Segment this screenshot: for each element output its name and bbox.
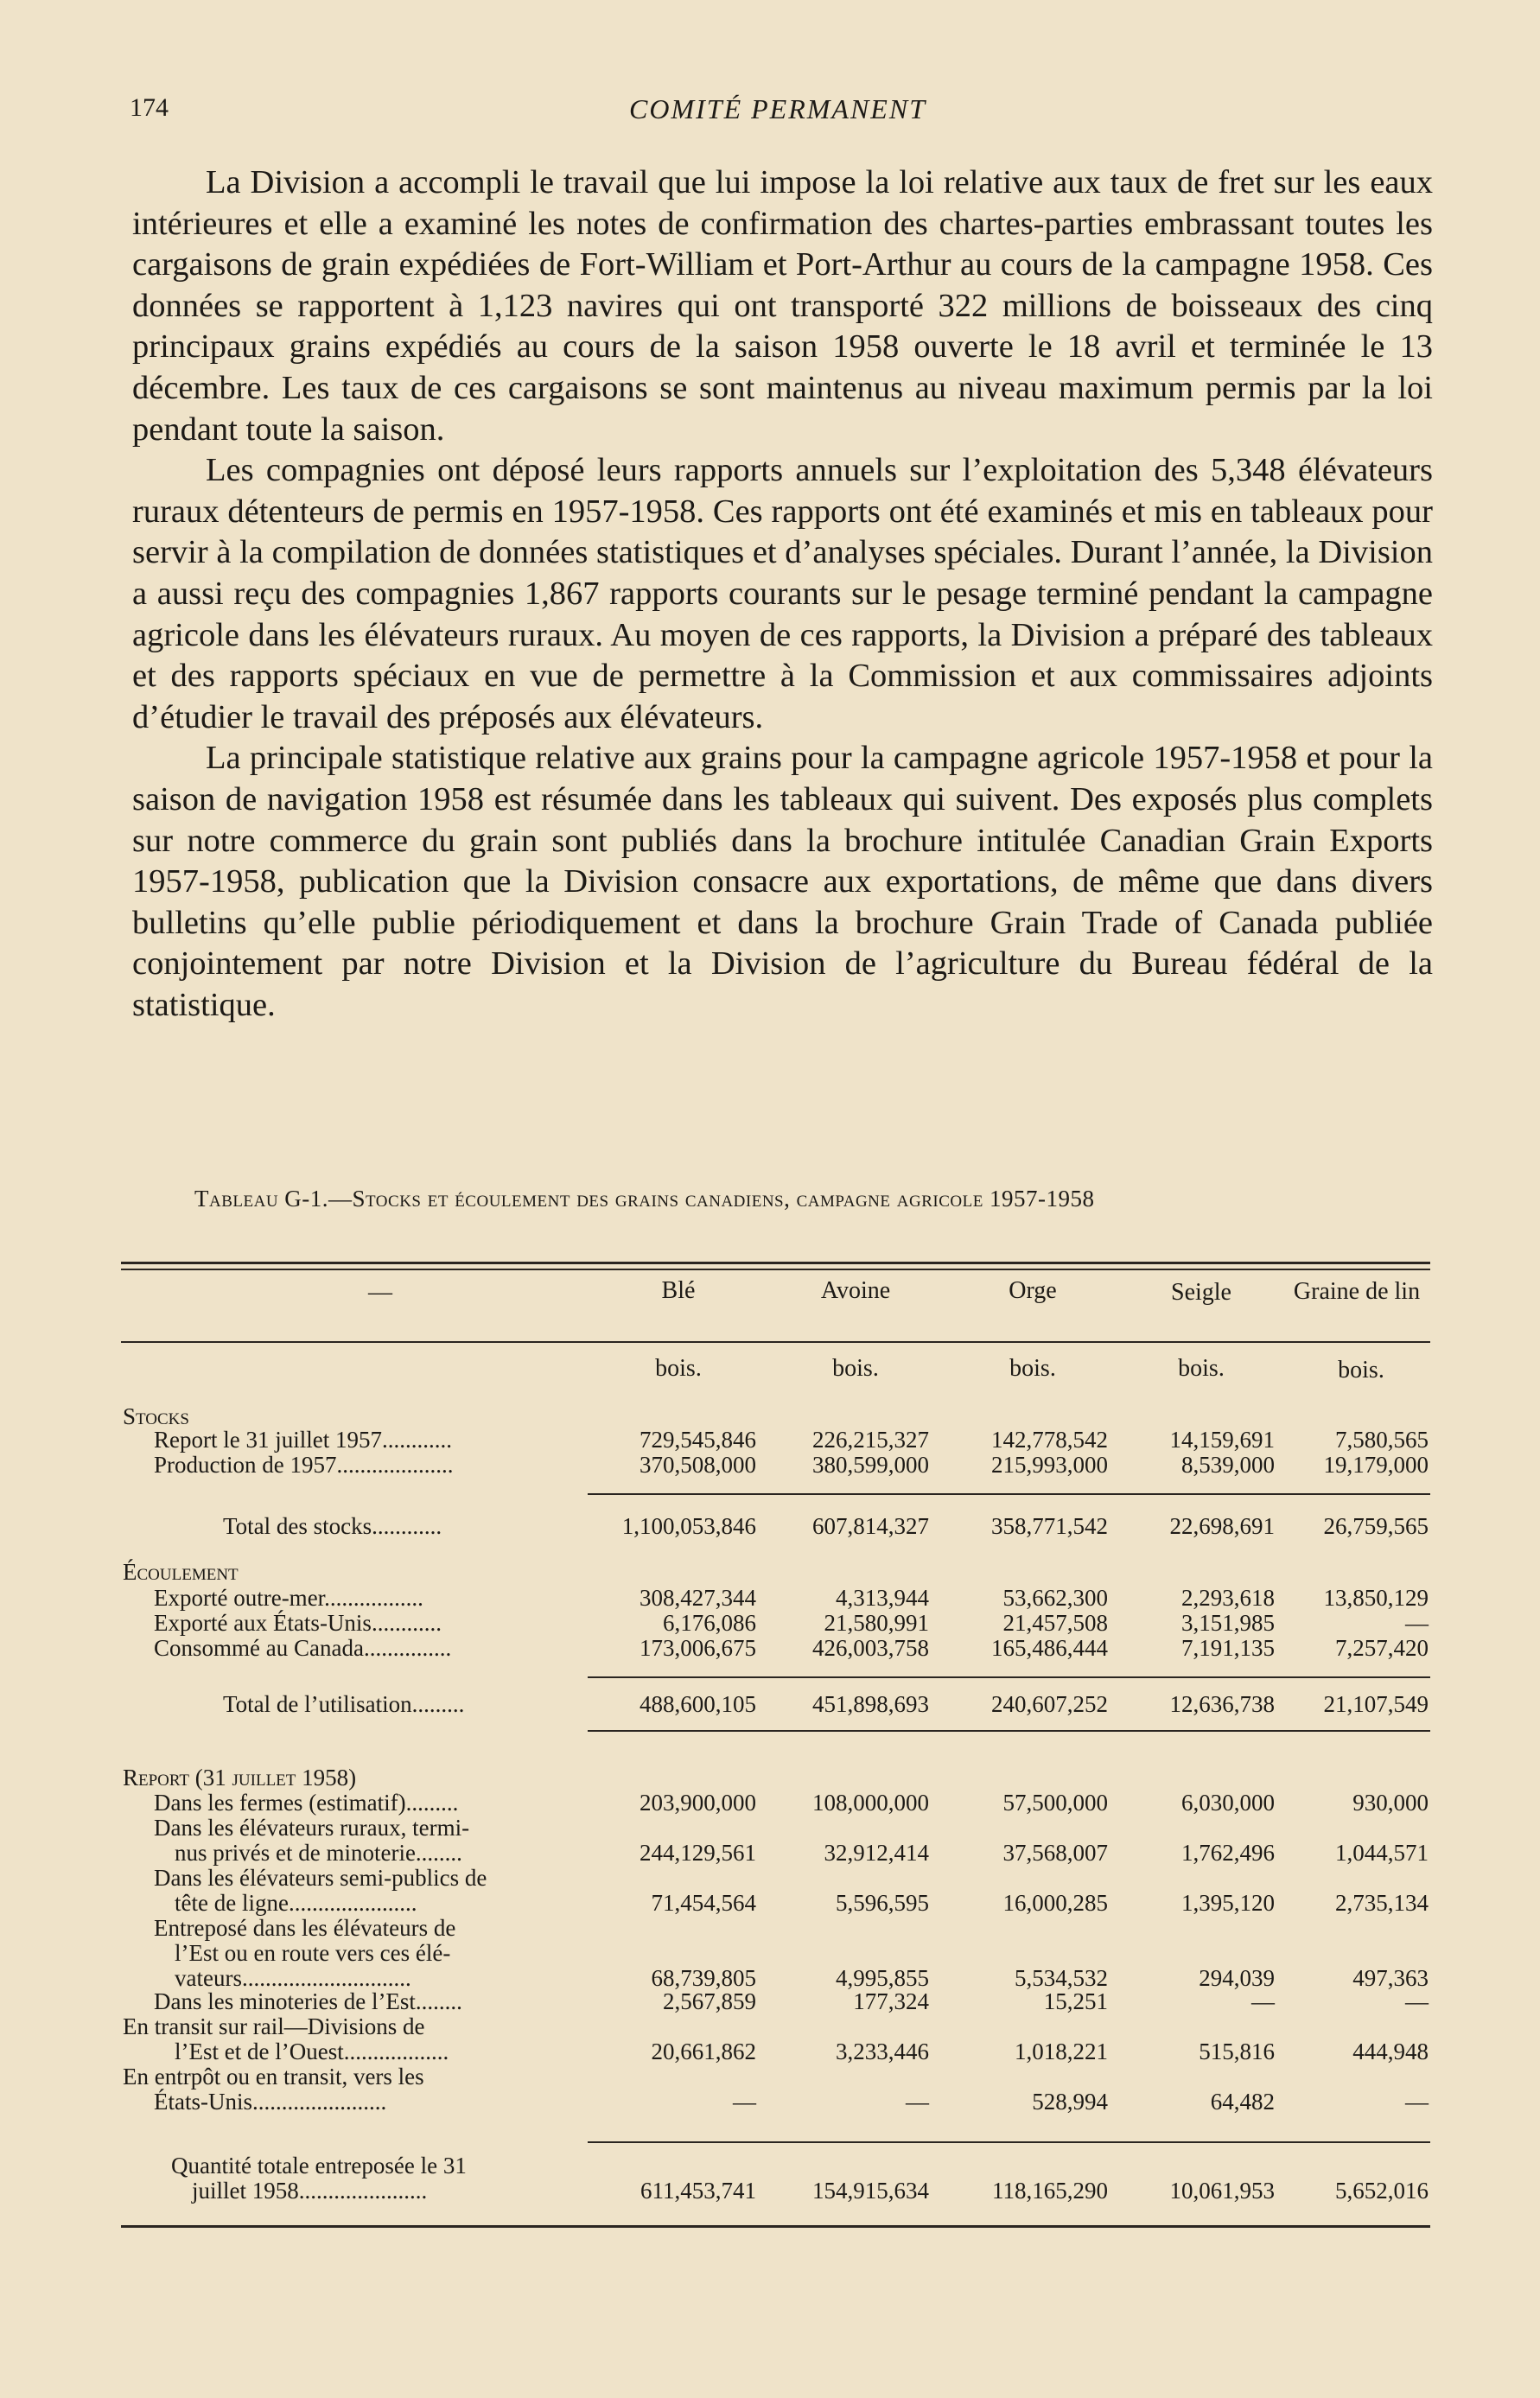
table-caption [194, 1186, 1404, 1212]
column-header: Avoine [820, 1277, 891, 1304]
paragraph: Les compagnies ont déposé leurs rapports annuels sur l’exploitation des 5,348 élévateurs ruraux détenteurs de permis en 1957-1958. Ces rapports ont été examinés et mis en tableaux pour servir à la compilation de données statistiques et d’analyses spéciales. Durant l’année, la Division a aussi reçu des compagnies 1,867 rapports courants sur le pesage terminé pendant la campagne agricole dans les élévateurs ruraux. Au moyen de ces rapports, la Division a préparé des tableaux et des rapports spéciaux en vue de permettre à la Commission et aux commissaires adjoints d’étudier le travail des préposés aux élévateurs. [132, 452, 1433, 735]
document-page: 174 COMITÉ PERMANENT La Division a accompli le travail que lui impose la loi relative aux taux de fret sur les eaux intérieures et elle a examiné les notes de confirmation des chartes-parties embrassant toutes les cargaisons de grain expédiées de Fort-William et Port-Arthur au cours de la campagne 1958. Ces données se rapportent à 1,123 navires qui ont transporté 322 millions de boisseaux des cinq principaux grains expédiés au cours de la saison 1958 ouverte le 18 avril et terminée le 13 décembre. Les taux de ces cargaisons se sont maintenus au niveau maximum permis par la loi pendant toute la saison. Les compagnies ont déposé leurs rapports annuels sur l’exploitation des 5,348 élévateurs ruraux détenteurs de permis en 1957-1958. Ces rapports ont été examinés et mis en tableaux pour servir à la compilation de données statistiques et d’analyses spéciales. Durant l’année, la Division a aussi reçu des compagnies 1,867 rapports courants sur le pesage terminé pendant la campagne agricole dans les élévateurs ruraux. Au moyen de ces rapports, la Division a préparé des tableaux et des rapports spéciaux en vue de permettre à la Commission et aux commissaires adjoints d’étudier le travail des préposés aux élévateurs. La principale statistique relative aux grains pour la campagne agricole 1957-1958 et pour la saison de navigation 1958 est résumée dans les tableaux qui suivent. Des exposés plus complets sur notre commerce du grain sont publiés dans la brochure intitulée Canadian Grain Exports 1957-1958, publication que la Division consacre aux exportations, de même que dans divers bulletins qu’elle publie périodiquement et dans la brochure Grain Trade of Canada publiée conjointement par notre Division et la Division de l’agriculture du Bureau fédéral de la statistique. Tableau G-1.—Stocks et écoulement des grains canadiens, campagne agricole 1957-1958 — Blé Avoine Orge Seigle Graine de lin bois. bois. bois. bois. bois. Stocks Report le 31 juillet 1957............ 729,545,846 226,215,327 142,778,542 14,159,691 7,580,565 Production de 1957.................... 370,508,000 380,599,000 215,993,000 8,539,000 19,179,000 Total des stocks............ 1,100,053,846 607,814,327 358,771,542 22,698,691 26,759,565 Écoulement Exporté outre-mer................. 308,427,344 4,313,944 53,662,300 2,293,618 13,850,129 Exporté aux États-Unis............ 6,176,086 21,580,991 21,457,508 3,151,985 — Consommé au Canada............... 173,006,675 426,003,758 165,486,444 7,191,135 7,257,420 Total de l’utilisation......... 488,600,105 451,898,693 240,607,252 12,636,738 21,107,549 Report (31 juillet 1958) Dans les fermes (estimatif)......... 203,900,000 108,000,000 57,500,000 6,030,000 930,000 Dans les élévateurs ruraux, termi- nus privés et de minoterie........ 244,129,561 32,912,414 37,568,007 1,762,496 1,044,571 Dans les élévateurs semi-publics de tête de ligne...................... 71,454,564 5,596,595 16,000,285 1,395,120 2,735,134 Entreposé dans les élévateurs de l’Est ou en route vers ces élé- vateurs............................. 68,739,805 4,995,855 5,534,532 294,039 497,363 Dans les minoteries de l’Est........ 2,567,859 177,324 15,251 — — En transit sur rail—Divisions de l’Est et de l’Ouest.................. 20,661,862 3,233,446 1,018,221 515,816 444,948 En entrpôt ou en transit, vers les États-Unis....................... — — 528,994 64,482 — Quantité totale entreposée le 31 juillet 1958...................... 611,453,741 154,915,634 118,165,290 10,061,953 5,652,016 [0, 0, 1540, 2398]
table-rule [588, 1730, 1430, 1732]
table-rule [121, 1341, 1430, 1343]
running-title: COMITÉ PERMANENT [629, 93, 926, 124]
table-rule [121, 1262, 1430, 1264]
unit-label: bois. [832, 1355, 879, 1382]
table-rule [588, 2141, 1430, 2143]
page-number: 174 [130, 93, 169, 122]
column-header: Blé [661, 1277, 696, 1304]
table-rule [121, 2225, 1430, 2228]
column-header: Orge [1009, 1277, 1057, 1304]
table-caption-label: Tableau G-1. [194, 1186, 329, 1212]
unit-label: bois. [655, 1355, 702, 1382]
table-rule [588, 1493, 1430, 1495]
unit-label: bois. [1009, 1355, 1056, 1382]
page-header [130, 93, 1426, 137]
table-rule [588, 1676, 1430, 1678]
unit-label: bois. [1338, 1357, 1384, 1383]
table-caption-text: —Stocks et écoulement des grains canadiens, campagne agricole 1957-1958 [328, 1186, 1095, 1212]
column-header: Seigle [1171, 1279, 1231, 1306]
paragraph: La principale statistique relative aux grains pour la campagne agricole 1957-1958 et pour la saison de navigation 1958 est résumée dans les tableaux qui suivent. Des exposés plus complets sur notre commerce du grain sont publiés dans la brochure intitulée Canadian Grain Exports 1957-1958, publication que la Division consacre aux exportations, de même que dans divers bulletins qu’elle publie périodiquement et dans la brochure Grain Trade of Canada publiée conjointement par notre Division et la Division de l’agriculture du Bureau fédéral de la statistique. [132, 740, 1433, 1023]
table-rule [121, 1269, 1430, 1270]
body-text [132, 162, 1433, 1026]
paragraph: La Division a accompli le travail que lui impose la loi relative aux taux de fret sur les eaux intérieures et elle a examiné les notes de confirmation des chartes-parties embrassant toutes les cargaisons de grain expédiées de Fort-William et Port-Arthur au cours de la campagne 1958. Ces données se rapportent à 1,123 navires qui ont transporté 322 millions de boisseaux des cinq principaux grains expédiés au cours de la saison 1958 ouverte le 18 avril et terminée le 13 décembre. Les taux de ces cargaisons se sont maintenus au niveau maximum permis par la loi pendant toute la saison. [132, 164, 1433, 448]
column-header: Graine de lin [1293, 1278, 1421, 1305]
stub-header: — [368, 1279, 392, 1306]
unit-label: bois. [1178, 1355, 1225, 1382]
